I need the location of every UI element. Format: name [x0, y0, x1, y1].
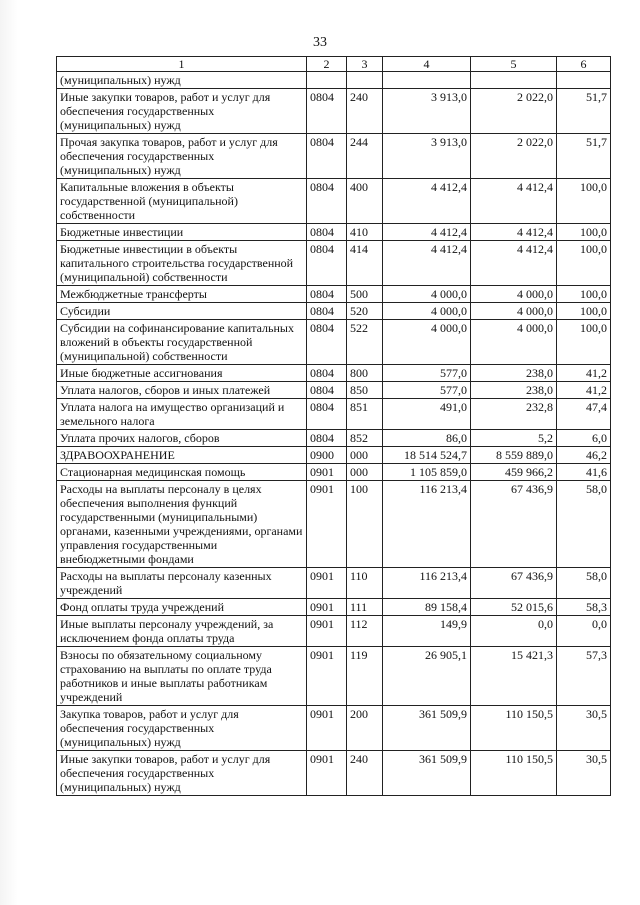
- planned-amount-cell: 86,0: [383, 430, 471, 447]
- expense-type-code-cell: 240: [347, 751, 383, 796]
- execution-percent-cell: 41,2: [557, 365, 611, 382]
- section-code-cell: 0901: [307, 568, 347, 599]
- executed-amount-cell: [471, 72, 557, 89]
- section-code-cell: 0804: [307, 286, 347, 303]
- execution-percent-cell: 100,0: [557, 241, 611, 286]
- execution-percent-cell: 51,7: [557, 134, 611, 179]
- expense-type-code-cell: 400: [347, 179, 383, 224]
- executed-amount-cell: 67 436,9: [471, 568, 557, 599]
- table-row: [57, 179, 611, 224]
- expense-name-cell: Субсидии: [57, 303, 307, 320]
- executed-amount-cell: 2 022,0: [471, 89, 557, 134]
- section-code-cell: 0901: [307, 647, 347, 706]
- section-code-cell: 0900: [307, 447, 347, 464]
- expense-type-code-cell: 240: [347, 89, 383, 134]
- expense-type-code-cell: 112: [347, 616, 383, 647]
- section-code-cell: 0804: [307, 365, 347, 382]
- execution-percent-cell: 47,4: [557, 399, 611, 430]
- planned-amount-cell: 4 000,0: [383, 303, 471, 320]
- section-code-cell: 0804: [307, 241, 347, 286]
- column-header: 1: [57, 57, 307, 72]
- table-row: [57, 447, 611, 464]
- executed-amount-cell: 238,0: [471, 365, 557, 382]
- table-row: [57, 430, 611, 447]
- expense-type-code-cell: 852: [347, 430, 383, 447]
- execution-percent-cell: 58,0: [557, 568, 611, 599]
- expense-type-code-cell: 000: [347, 464, 383, 481]
- expense-type-code-cell: 414: [347, 241, 383, 286]
- executed-amount-cell: 5,2: [471, 430, 557, 447]
- section-code-cell: 0804: [307, 134, 347, 179]
- expense-type-code-cell: 100: [347, 481, 383, 568]
- table-row: [57, 72, 611, 89]
- planned-amount-cell: 4 412,4: [383, 179, 471, 224]
- table-row: [57, 568, 611, 599]
- expense-name-cell: Расходы на выплаты персоналу казенных учреждений: [57, 568, 307, 599]
- execution-percent-cell: 58,0: [557, 481, 611, 568]
- execution-percent-cell: 30,5: [557, 751, 611, 796]
- section-code-cell: 0901: [307, 706, 347, 751]
- column-header: 6: [557, 57, 611, 72]
- expense-name-cell: Взносы по обязательному социальному страхованию на выплаты по оплате труда работников и иные выплаты работникам учреждений: [57, 647, 307, 706]
- planned-amount-cell: 361 509,9: [383, 751, 471, 796]
- table-row: [57, 647, 611, 706]
- planned-amount-cell: 3 913,0: [383, 134, 471, 179]
- executed-amount-cell: 67 436,9: [471, 481, 557, 568]
- expense-type-code-cell: 410: [347, 224, 383, 241]
- expense-type-code-cell: [347, 72, 383, 89]
- executed-amount-cell: 52 015,6: [471, 599, 557, 616]
- table-row: [57, 464, 611, 481]
- executed-amount-cell: 110 150,5: [471, 751, 557, 796]
- section-code-cell: 0804: [307, 89, 347, 134]
- execution-percent-cell: 58,3: [557, 599, 611, 616]
- executed-amount-cell: 4 000,0: [471, 320, 557, 365]
- table-row: [57, 224, 611, 241]
- executed-amount-cell: 2 022,0: [471, 134, 557, 179]
- executed-amount-cell: 4 000,0: [471, 303, 557, 320]
- section-code-cell: [307, 72, 347, 89]
- executed-amount-cell: 4 412,4: [471, 224, 557, 241]
- executed-amount-cell: 15 421,3: [471, 647, 557, 706]
- table-row: [57, 365, 611, 382]
- planned-amount-cell: 4 412,4: [383, 224, 471, 241]
- expense-type-code-cell: 000: [347, 447, 383, 464]
- table-row: [57, 134, 611, 179]
- table-row: [57, 89, 611, 134]
- executed-amount-cell: 110 150,5: [471, 706, 557, 751]
- column-header: 5: [471, 57, 557, 72]
- expense-name-cell: ЗДРАВООХРАНЕНИЕ: [57, 447, 307, 464]
- expense-name-cell: Субсидии на софинансирование капитальных вложений в объекты государственной (муниципальной) собственности: [57, 320, 307, 365]
- expense-name-cell: Прочая закупка товаров, работ и услуг для обеспечения государственных (муниципальных) нужд: [57, 134, 307, 179]
- expense-name-cell: Межбюджетные трансферты: [57, 286, 307, 303]
- executed-amount-cell: 459 966,2: [471, 464, 557, 481]
- planned-amount-cell: 3 913,0: [383, 89, 471, 134]
- section-code-cell: 0804: [307, 303, 347, 320]
- expense-type-code-cell: 850: [347, 382, 383, 399]
- planned-amount-cell: 26 905,1: [383, 647, 471, 706]
- expense-name-cell: Бюджетные инвестиции: [57, 224, 307, 241]
- execution-percent-cell: 0,0: [557, 616, 611, 647]
- expense-type-code-cell: 110: [347, 568, 383, 599]
- expense-type-code-cell: 244: [347, 134, 383, 179]
- expense-type-code-cell: 200: [347, 706, 383, 751]
- section-code-cell: 0901: [307, 616, 347, 647]
- table-row: [57, 286, 611, 303]
- expense-name-cell: Капитальные вложения в объекты государственной (муниципальной) собственности: [57, 179, 307, 224]
- execution-percent-cell: 100,0: [557, 224, 611, 241]
- planned-amount-cell: 116 213,4: [383, 568, 471, 599]
- table-row: [57, 599, 611, 616]
- table-row: [57, 320, 611, 365]
- execution-percent-cell: 46,2: [557, 447, 611, 464]
- expense-name-cell: Бюджетные инвестиции в объекты капитального строительства государственной (муниципальной) собственности: [57, 241, 307, 286]
- planned-amount-cell: 18 514 524,7: [383, 447, 471, 464]
- execution-percent-cell: [557, 72, 611, 89]
- table-row: [57, 303, 611, 320]
- table-row: [57, 241, 611, 286]
- table-row: [57, 382, 611, 399]
- section-code-cell: 0901: [307, 599, 347, 616]
- expense-type-code-cell: 851: [347, 399, 383, 430]
- expense-type-code-cell: 522: [347, 320, 383, 365]
- section-code-cell: 0804: [307, 179, 347, 224]
- table-row: [57, 481, 611, 568]
- section-code-cell: 0804: [307, 320, 347, 365]
- table-row: [57, 706, 611, 751]
- executed-amount-cell: 4 412,4: [471, 179, 557, 224]
- section-code-cell: 0901: [307, 751, 347, 796]
- planned-amount-cell: 361 509,9: [383, 706, 471, 751]
- execution-percent-cell: 6,0: [557, 430, 611, 447]
- expense-name-cell: Иные закупки товаров, работ и услуг для обеспечения государственных (муниципальных) нужд: [57, 89, 307, 134]
- executed-amount-cell: 0,0: [471, 616, 557, 647]
- executed-amount-cell: 232,8: [471, 399, 557, 430]
- expense-name-cell: Иные бюджетные ассигнования: [57, 365, 307, 382]
- header-row: [57, 57, 611, 72]
- expense-type-code-cell: 520: [347, 303, 383, 320]
- planned-amount-cell: 89 158,4: [383, 599, 471, 616]
- planned-amount-cell: 149,9: [383, 616, 471, 647]
- execution-percent-cell: 100,0: [557, 303, 611, 320]
- expense-type-code-cell: 111: [347, 599, 383, 616]
- table-body: [57, 72, 611, 796]
- execution-percent-cell: 41,2: [557, 382, 611, 399]
- planned-amount-cell: 4 000,0: [383, 320, 471, 365]
- table-header: [57, 57, 611, 72]
- section-code-cell: 0804: [307, 430, 347, 447]
- planned-amount-cell: 1 105 859,0: [383, 464, 471, 481]
- section-code-cell: 0901: [307, 464, 347, 481]
- expense-name-cell: Закупка товаров, работ и услуг для обеспечения государственных (муниципальных) нужд: [57, 706, 307, 751]
- column-header: 2: [307, 57, 347, 72]
- page-number: 33: [313, 35, 327, 50]
- execution-percent-cell: 100,0: [557, 320, 611, 365]
- execution-percent-cell: 100,0: [557, 286, 611, 303]
- expense-type-code-cell: 500: [347, 286, 383, 303]
- column-header: 3: [347, 57, 383, 72]
- planned-amount-cell: [383, 72, 471, 89]
- section-code-cell: 0804: [307, 399, 347, 430]
- expense-name-cell: Иные выплаты персоналу учреждений, за исключением фонда оплаты труда: [57, 616, 307, 647]
- planned-amount-cell: 4 412,4: [383, 241, 471, 286]
- execution-percent-cell: 57,3: [557, 647, 611, 706]
- column-header: 4: [383, 57, 471, 72]
- scan-edge-shadow: [0, 0, 18, 905]
- planned-amount-cell: 116 213,4: [383, 481, 471, 568]
- executed-amount-cell: 4 412,4: [471, 241, 557, 286]
- expense-name-cell: (муниципальных) нужд: [57, 72, 307, 89]
- execution-percent-cell: 30,5: [557, 706, 611, 751]
- expense-type-code-cell: 119: [347, 647, 383, 706]
- planned-amount-cell: 491,0: [383, 399, 471, 430]
- executed-amount-cell: 238,0: [471, 382, 557, 399]
- planned-amount-cell: 577,0: [383, 365, 471, 382]
- expense-name-cell: Уплата налогов, сборов и иных платежей: [57, 382, 307, 399]
- expense-name-cell: Фонд оплаты труда учреждений: [57, 599, 307, 616]
- section-code-cell: 0804: [307, 382, 347, 399]
- table-row: [57, 751, 611, 796]
- expense-name-cell: Уплата прочих налогов, сборов: [57, 430, 307, 447]
- planned-amount-cell: 577,0: [383, 382, 471, 399]
- execution-percent-cell: 100,0: [557, 179, 611, 224]
- expense-name-cell: Стационарная медицинская помощь: [57, 464, 307, 481]
- table-row: [57, 399, 611, 430]
- planned-amount-cell: 4 000,0: [383, 286, 471, 303]
- executed-amount-cell: 8 559 889,0: [471, 447, 557, 464]
- expense-name-cell: Расходы на выплаты персоналу в целях обеспечения выполнения функций государственными (муниципальными) органами, казенными учреждениями, органами управления государственными внебюджетными фондами: [57, 481, 307, 568]
- expense-name-cell: Уплата налога на имущество организаций и земельного налога: [57, 399, 307, 430]
- budget-table: [56, 56, 611, 796]
- section-code-cell: 0804: [307, 224, 347, 241]
- executed-amount-cell: 4 000,0: [471, 286, 557, 303]
- expense-name-cell: Иные закупки товаров, работ и услуг для обеспечения государственных (муниципальных) нужд: [57, 751, 307, 796]
- expense-type-code-cell: 800: [347, 365, 383, 382]
- table-row: [57, 616, 611, 647]
- section-code-cell: 0901: [307, 481, 347, 568]
- execution-percent-cell: 41,6: [557, 464, 611, 481]
- execution-percent-cell: 51,7: [557, 89, 611, 134]
